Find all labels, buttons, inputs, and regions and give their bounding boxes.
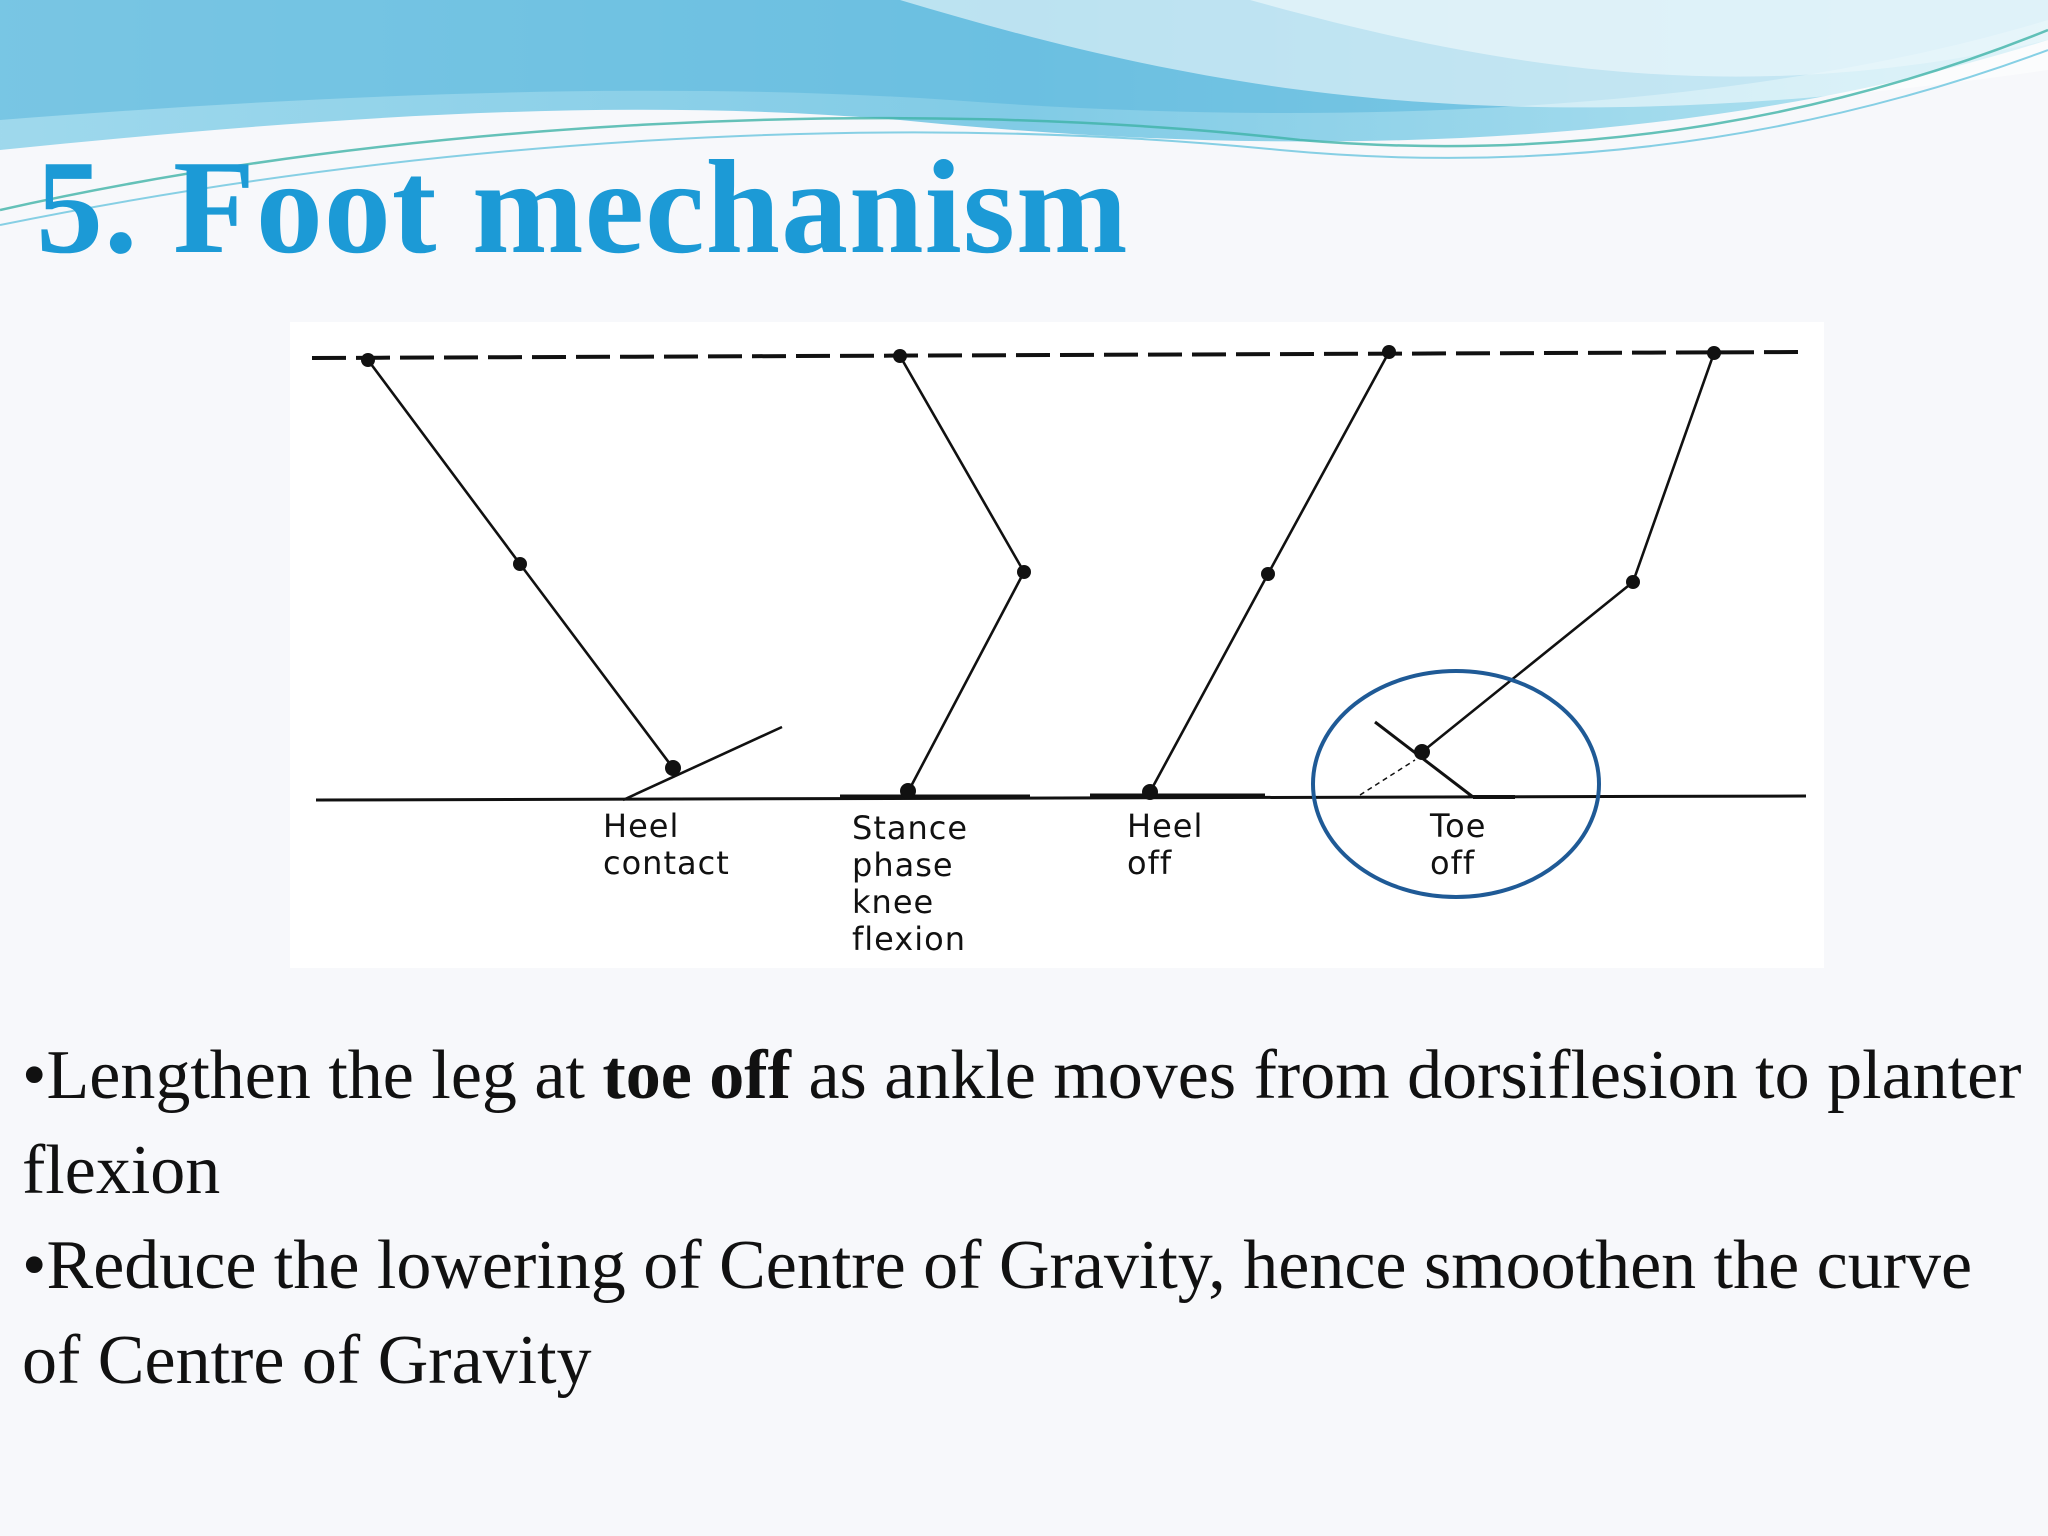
bullet-item <box>22 1218 2022 1408</box>
bullet-list <box>22 1028 2022 1408</box>
label-toe-off: Toe off <box>1430 807 1487 882</box>
leg-heel-off <box>1090 345 1396 800</box>
bullet-marker: • <box>22 1037 47 1114</box>
leg-heel-contact <box>361 353 782 800</box>
bullet-text: Reduce the lowering of Centre of Gravity, hence smoothen the curve of Centre of Gravity <box>22 1227 1973 1399</box>
bullet-item <box>22 1028 2022 1218</box>
leg-toe-off <box>1360 346 1721 797</box>
gait-diagram <box>290 322 1824 968</box>
leg-stance-phase <box>840 349 1031 799</box>
bullet-text: as ankle moves from dorsiflesion to planter flexion <box>22 1037 2022 1209</box>
ground-line <box>316 796 1806 800</box>
bullet-text: Lengthen the leg at <box>46 1037 603 1114</box>
bullet-marker: • <box>22 1227 47 1304</box>
bullet-bold-text: toe off <box>602 1037 791 1114</box>
label-heel-contact: Heel contact <box>603 807 730 882</box>
label-heel-off: Heel off <box>1127 807 1204 882</box>
hip-height-dashed-line <box>312 352 1802 358</box>
slide-title: 5. Foot mechanism <box>36 133 1129 281</box>
label-stance-phase: Stance phase knee flexion <box>852 809 969 958</box>
